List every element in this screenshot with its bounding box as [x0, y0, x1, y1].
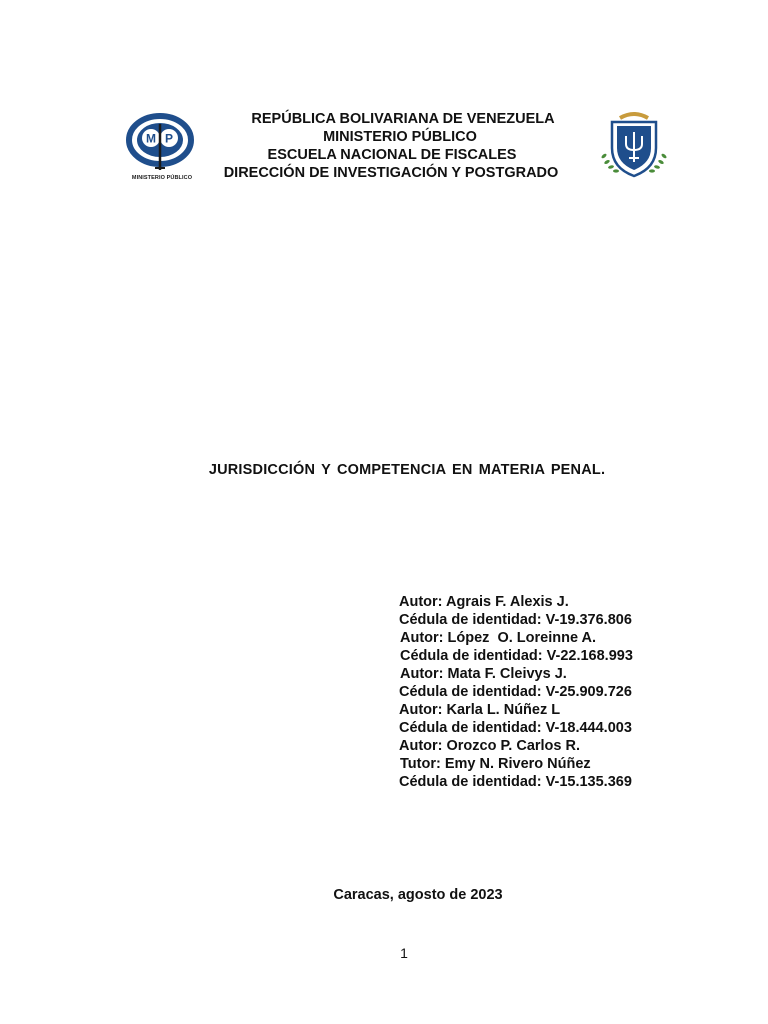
header-line-republic: REPÚBLICA BOLIVARIANA DE VENEZUELA	[251, 111, 555, 127]
document-title: JURISDICCIÓN Y COMPETENCIA EN MATERIA PENAL.	[208, 462, 606, 478]
id-line: Cédula de identidad: V-22.168.993	[400, 648, 633, 664]
author-line: Autor: López O. Loreinne A.	[400, 630, 597, 646]
id-line: Cédula de identidad: V-25.909.726	[399, 684, 632, 700]
tutor-line: Tutor: Emy N. Rivero Núñez	[400, 756, 591, 772]
author-line: Autor: Orozco P. Carlos R.	[399, 738, 581, 754]
author-line: Autor: Agrais F. Alexis J.	[399, 594, 569, 610]
page-number: 1	[400, 945, 408, 961]
logo-caption: MINISTERIO PÚBLICO	[131, 175, 193, 181]
authors-block	[399, 593, 633, 791]
place-date: Caracas, agosto de 2023	[333, 887, 503, 903]
header-line-ministry: MINISTERIO PÚBLICO	[323, 129, 477, 145]
author-line: Autor: Mata F. Cleivys J.	[400, 666, 567, 682]
svg-text:M: M	[146, 131, 156, 146]
id-line: Cédula de identidad: V-19.376.806	[399, 612, 632, 628]
id-line: Cédula de identidad: V-15.135.369	[399, 774, 632, 790]
svg-text:P: P	[164, 131, 174, 146]
header-line-school: ESCUELA NACIONAL DE FISCALES	[267, 147, 517, 163]
header-line-direction: DIRECCIÓN DE INVESTIGACIÓN Y POSTGRADO	[223, 165, 559, 181]
id-line: Cédula de identidad: V-18.444.003	[399, 720, 632, 736]
author-line: Autor: Karla L. Núñez L	[399, 702, 561, 718]
escuela-fiscales-shield-icon	[598, 108, 670, 180]
institution-header	[200, 110, 600, 182]
